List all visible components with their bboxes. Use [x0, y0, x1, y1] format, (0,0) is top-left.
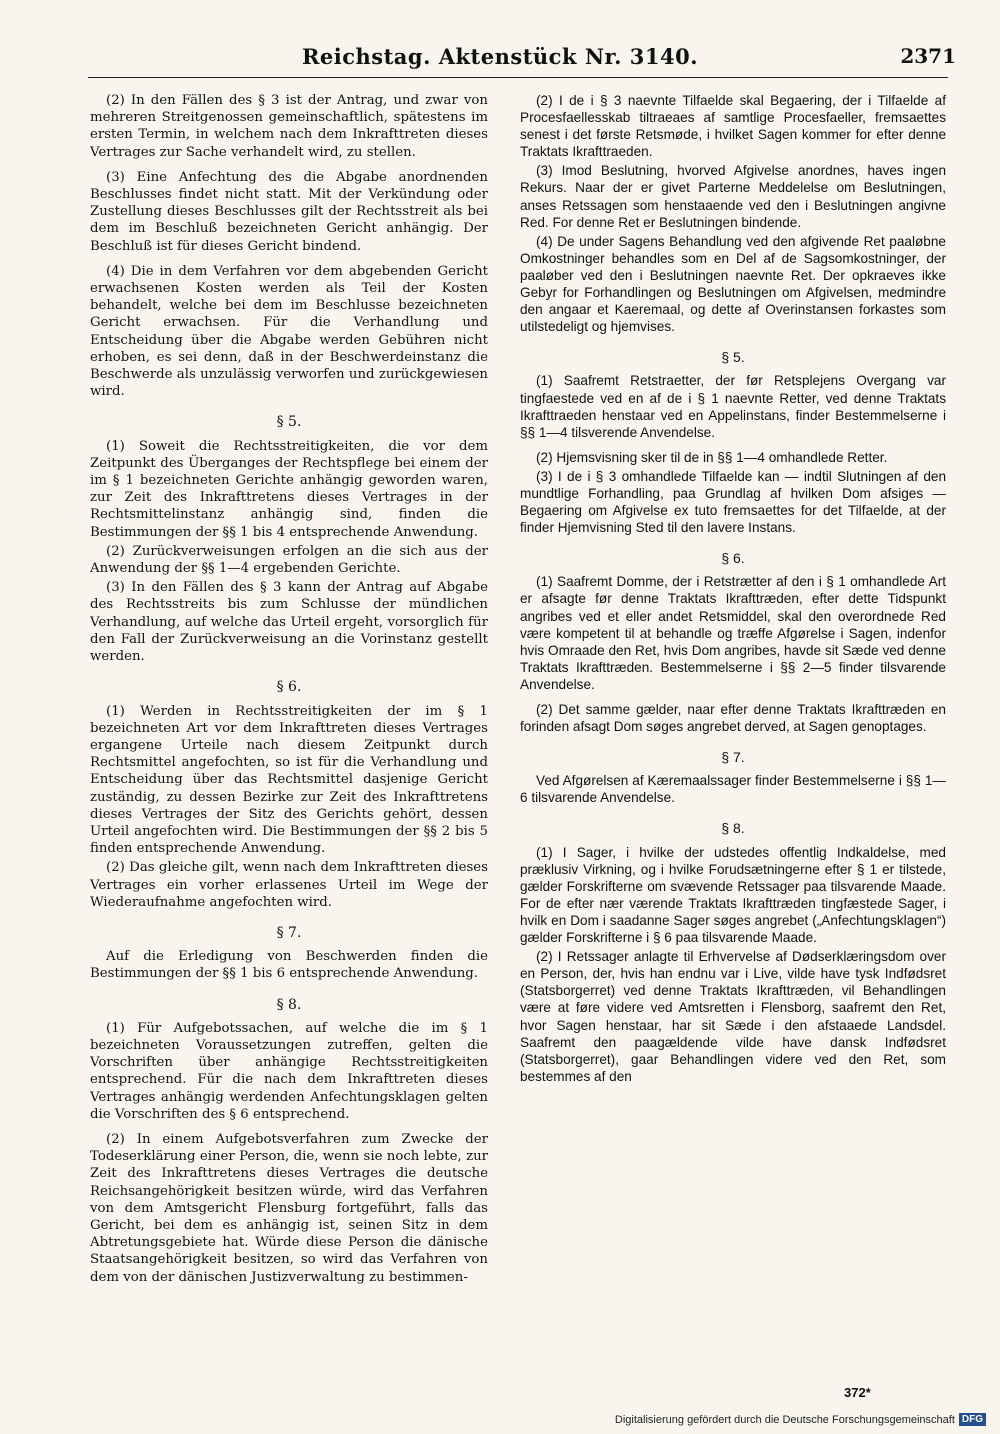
- danish-column: [520, 92, 946, 1093]
- paragraph: (1) Saafremt Retstraetter, der før Retsplejens Overgang var tingfaestede ved en af de i § 1 naevnte Retter, ved denne Traktats Ikrafttraeden henstaar ved en Appelinstans, finder Bestemmelserne i §§ 1—4 tilsverende Anvendelse.: [520, 373, 946, 440]
- page-number: 2371: [900, 44, 956, 68]
- dfg-logo: DFG: [959, 1413, 986, 1426]
- section-heading: § 8.: [721, 820, 745, 837]
- digitization-credit: [615, 1413, 986, 1426]
- section-heading: § 5.: [721, 349, 745, 366]
- paragraph: Auf die Erledigung von Beschwerden finden die Bestimmungen der §§ 1 bis 6 entsprechende Anwendung.: [90, 949, 488, 982]
- paragraph: (2) In den Fällen des § 3 ist der Antrag, und zwar von mehreren Streitgenossen gemeinschaftlich, spätestens im ersten Termin, in welchem nach dem Inkrafttreten dieses Vertrages zur Sache verhandelt wird, zu stellen.: [90, 93, 488, 160]
- paragraph: (2) Das gleiche gilt, wenn nach dem Inkrafttreten dieses Vertrages ein vorher erlassenes Urteil im Wege der Wiederaufnahme angefochten wird.: [90, 860, 488, 910]
- section-heading: § 6.: [721, 550, 745, 567]
- digitization-text: Digitalisierung gefördert durch die Deutsche Forschungsgemeinschaft: [614, 1413, 955, 1426]
- paragraph: (2) Hjemsvisning sker til de in §§ 1—4 omhandlede Retter.: [536, 449, 888, 465]
- page-title: Reichstag. Aktenstück Nr. 3140.: [301, 44, 699, 69]
- paragraph: (1) Für Aufgebotssachen, auf welche die im § 1 bezeichneten Voraussetzungen zutreffen, gelten die Vorschriften über anhängige Rechtsstreitigkeiten entsprechend. Für die nach dem Inkrafttreten dieses Vertrages anhängig werdenden Anfechtungsklagen gelten die Vorschriften des § 6 entsprechend.: [90, 1020, 488, 1122]
- paragraph: (1) Soweit die Rechtsstreitigkeiten, die vor dem Zeitpunkt des Überganges der Rechtspflege bei einem der im § 1 bezeichneten Gerichte anhängig geworden waren, zur Zeit des Inkrafttretens dieses Vertrages in der Rechtsmittelinstanz anhängig sind, finden die Bestimmungen der §§ 1 bis 4 entsprechende Anwendung.: [90, 438, 488, 540]
- page-header: [0, 44, 1000, 74]
- paragraph: (3) Imod Beslutning, hvorved Afgivelse anordnes, haves ingen Rekurs. Naar der er givet Parterne Meddelelse om Beslutningen, anses Retssagen som henstaaende ved den i Beslutningen angivne Red. For denne Ret er Beslutningen bindende.: [520, 163, 946, 230]
- paragraph: (2) I de i § 3 naevnte Tilfaelde skal Begaering, der i Tilfaelde af Procesfaellesskab tiltraeaes af samtlige Procesfaeller, fremsaettes senest i det første Retsmøde, i hvilket Sagen kommer for efter denne Traktats Ikrafttraeden.: [520, 93, 946, 160]
- paragraph: (1) Werden in Rechtsstreitigkeiten der im § 1 bezeichneten Art vor dem Inkrafttreten dieses Vertrages ergangene Urteile nach diesem Zeitpunkt durch Rechtsmittel angefochten, so ist für die Verhandlung und Entscheidung über das Rechtsmittel dasjenige Gericht zuständig, zu dessen Bezirke zur Zeit des Inkrafttretens dieses Vertrages der Sitz des Gerichts gehört, dessen Urteil angefochten wird. Die Bestimmungen der §§ 2 bis 5 finden entsprechende Anwendung.: [90, 703, 488, 857]
- paragraph: (2) In einem Aufgebotsverfahren zum Zwecke der Todeserklärung einer Person, die, wenn sie noch lebte, zur Zeit des Inkrafttretens dieses Vertrages die deutsche Reichsangehörigkeit besitzen würde, wird das Verfahren von dem Amtsgericht Flensburg fortgeführt, falls das Gericht, bei dem es anhängig ist, seinen Sitz in dem Abtretungsgebiete hat. Würde diese Person die dänische Staatsangehörigkeit besitzen, so wird das Verfahren von dem von der dänischen Justizverwaltung zu bestimmen-: [90, 1131, 488, 1285]
- section-heading: § 7.: [721, 749, 745, 766]
- section-heading: § 5.: [276, 414, 302, 431]
- section-heading: § 7.: [276, 924, 302, 941]
- paragraph: (1) Saafremt Domme, der i Retstrætter af den i § 1 omhandlede Art er afsagte før denne Traktats Ikrafttræden, efter dette Tidspunkt angribes ved et eller andet Retsmiddel, skal den overordnede Red være kompetent til at behandle og træffe Afgørelse i Sagen, indenfor hvis Omraade den Ret, hvis Dom angribes, havde sit Sæde ved denne Traktats Ikrafttræden. Bestemmelserne i §§ 2—5 finder tilsvarende Anvendelse.: [520, 574, 946, 692]
- sheet-mark: 372*: [844, 1385, 871, 1400]
- paragraph: Ved Afgørelsen af Kæremaalssager finder Bestemmelserne i §§ 1—6 tilsvarende Anvendelse.: [520, 773, 946, 806]
- paragraph: (3) In den Fällen des § 3 kann der Antrag auf Abgabe des Rechtsstreits bis zum Schlusse der mündlichen Verhandlung, auf welche das Urteil ergeht, vorsorglich für den Fall der Zurückverweisung an die Vorinstanz gestellt werden.: [90, 580, 488, 665]
- paragraph: (4) Die in dem Verfahren vor dem abgebenden Gericht erwachsenen Kosten werden als Teil der Kosten behandelt, welche bei dem im Beschlusse bezeichneten Gericht erwachsen. Für die Verhandlung und Entscheidung über die Abgabe werden Gebühren nicht erhoben, es sei denn, daß in der Beschwerdeinstanz die Beschwerde als unzulässig verworfen und zurückgewiesen wird.: [90, 263, 488, 400]
- paragraph: (3) Eine Anfechtung des die Abgabe anordnenden Beschlusses findet nicht statt. Mit der Verkündung oder Zustellung dieses Beschlusses gilt der Rechtsstreit als bei dem im Beschluß bezeichneten Gericht anhängig. Der Beschluß ist für dieses Gericht bindend.: [90, 169, 488, 254]
- german-column: [90, 92, 488, 1294]
- paragraph: (4) De under Sagens Behandlung ved den afgivende Ret paaløbne Omkostninger behandles som en Del af de Sagsomkostninger, der paaløber ved den i Beslutningen naevnte Ret. Der opkraeves ikke Gebyr for Forhandlingen og Beslutningen om Afgivelsen, medmindre den angaar et Kaeremaal, og dette af Overinstansen forkastes som utilstedeligt og hjemvises.: [520, 233, 946, 335]
- paragraph: (3) I de i § 3 omhandlede Tilfaelde kan — indtil Slutningen af den mundtlige Forhandling, paa Grundlag af hvilken Dom afsiges — Begaering om Afgivelse ex tuto fremsaettes for det Tilfaelde, at der finder Hjemvisning Sted til den lavere Instans.: [520, 468, 946, 536]
- paragraph: (2) Zurückverweisungen erfolgen an die sich aus der Anwendung der §§ 1—4 ergebenden Gerichte.: [90, 543, 488, 577]
- section-heading: § 6.: [276, 679, 302, 696]
- section-heading: § 8.: [276, 996, 302, 1013]
- paragraph: (1) I Sager, i hvilke der udstedes offentlig Indkaldelse, med præklusiv Virkning, og i hvilke Forudsætningerne efter § 1 er tilstede, gælder Forskrifterne om svævende Retssager paa tilsvarende Maade. For de efter nær værende Traktats Ikrafttræden tingfæstede Sager, i hvilk en Dom i saadanne Sager søges angrebet („Anfechtungsklagen“) gælder Forskrifterne i § 6 paa tilsvarende Maade.: [520, 844, 946, 946]
- paragraph: (2) I Retssager anlagte til Erhvervelse af Dødserklæringsdom over en Person, der, hvis han endnu var i Live, vilde have tysk Indfødsret (Statsborgerret) ved denne Traktats Ikrafttræden, vil Behandlingen være at føre videre ved Amtsretten i Flensborg, saafremt den Ret, hvor Sagen henstaar, har sit Sæde i den afstaaede Landsdel. Saafremt den paagældende vilde have dansk Indfødsret (Statsborgerret), gaar Behandlingen videre ved den Ret, som bestemmes af den: [520, 949, 946, 1084]
- header-rule: [88, 77, 948, 78]
- paragraph: (2) Det samme gælder, naar efter denne Traktats Ikrafttræden en forinden afsagt Dom søges angrebet derved, at Sagen genoptages.: [520, 702, 946, 735]
